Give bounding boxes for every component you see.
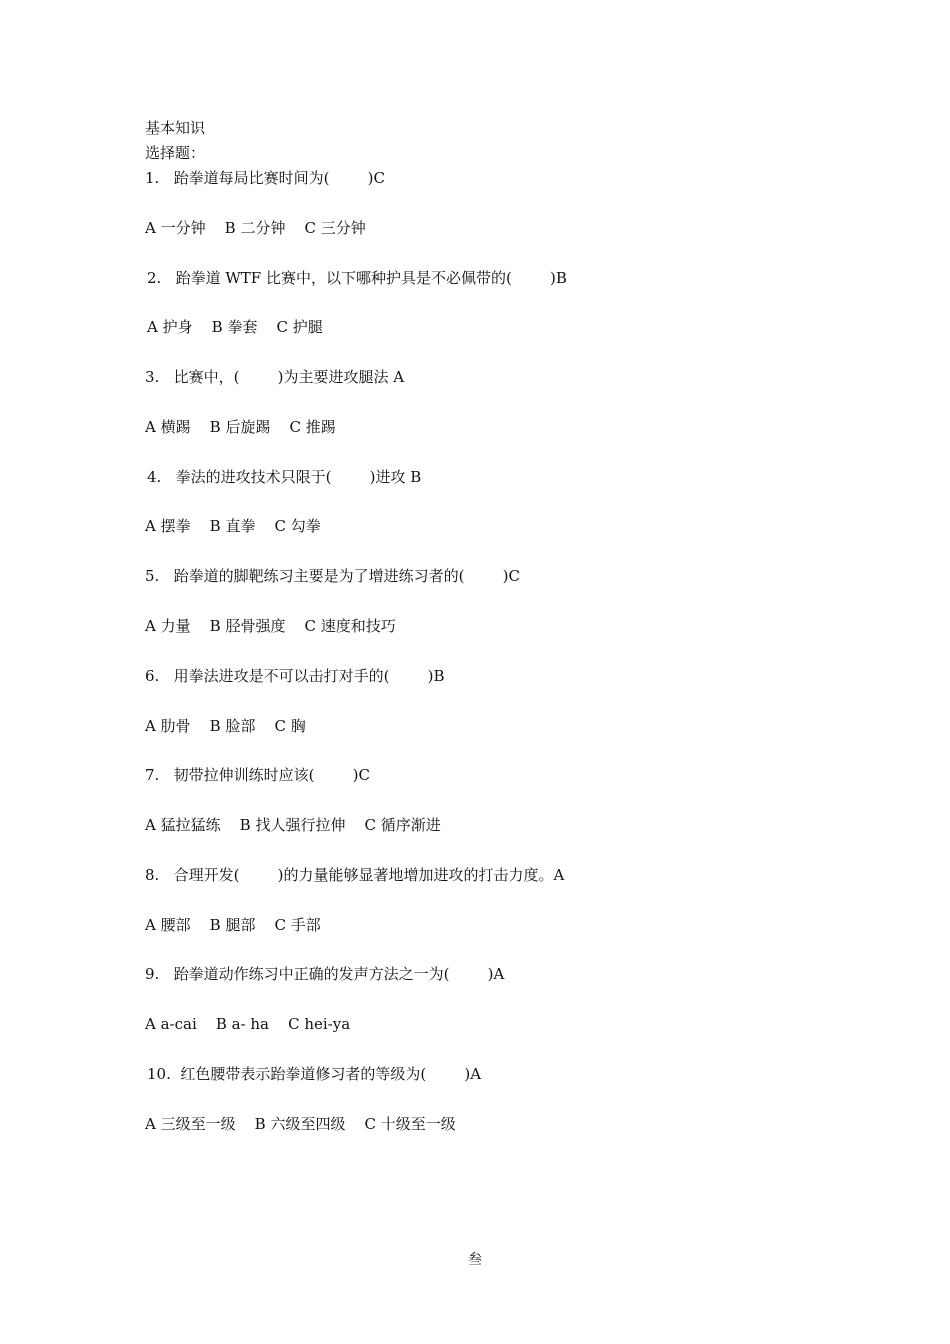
heading: 基本知识	[145, 119, 206, 137]
options-10: A 三级至一级 B 六级至四级 C 十级至一级	[145, 1115, 456, 1133]
options-3: A 横踢 B 后旋踢 C 推踢	[145, 418, 336, 436]
question-1: 1. 跆拳道每局比赛时间为( )C	[145, 169, 385, 187]
question-3: 3. 比赛中，( )为主要进攻腿法 A	[145, 368, 405, 386]
question-2: 2. 跆拳道 WTF 比赛中，以下哪种护具是不必佩带的( )B	[147, 269, 567, 287]
question-4: 4. 拳法的进攻技术只限于( )进攻 B	[147, 468, 422, 486]
section-title: 选择题：	[145, 144, 206, 162]
question-10: 10. 红色腰带表示跆拳道修习者的等级为( )A	[147, 1065, 482, 1083]
question-8: 8. 合理开发( )的力量能够显著地增加进攻的打击力度。A	[145, 866, 565, 884]
page-number: 叁	[468, 1252, 482, 1268]
options-5: A 力量 B 胫骨强度 C 速度和技巧	[145, 617, 396, 635]
options-1: A 一分钟 B 二分钟 C 三分钟	[145, 219, 366, 237]
options-8: A 腰部 B 腿部 C 手部	[145, 916, 321, 934]
options-4: A 摆拳 B 直拳 C 勾拳	[145, 517, 321, 535]
question-6: 6. 用拳法进攻是不可以击打对手的( )B	[145, 667, 445, 685]
options-6: A 肋骨 B 脸部 C 胸	[145, 717, 306, 735]
question-7: 7. 韧带拉伸训练时应该( )C	[145, 766, 370, 784]
options-7: A 猛拉猛练 B 找人强行拉伸 C 循序渐进	[145, 816, 441, 834]
question-5: 5. 跆拳道的脚靶练习主要是为了增进练习者的( )C	[145, 567, 520, 585]
question-9: 9. 跆拳道动作练习中正确的发声方法之一为( )A	[145, 965, 505, 983]
options-9: A a-cai B a- ha C hei-ya	[145, 1015, 351, 1033]
options-2: A 护身 B 拳套 C 护腿	[147, 318, 323, 336]
